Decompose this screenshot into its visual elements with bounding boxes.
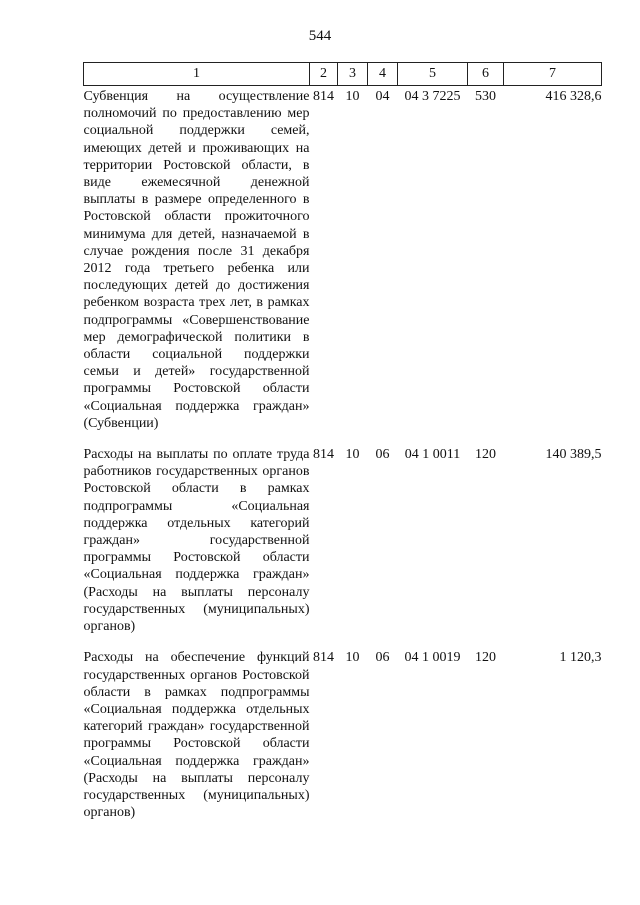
header-col-2: 2 xyxy=(310,63,338,86)
header-col-1: 1 xyxy=(84,63,310,86)
header-col-3: 3 xyxy=(338,63,368,86)
header-col-7: 7 xyxy=(504,63,602,86)
row-code-target: 04 1 0019 xyxy=(404,650,461,666)
row-code-section: 10 xyxy=(345,447,360,463)
page-number: 544 xyxy=(308,28,332,44)
row-amount: 1 120,3 xyxy=(559,650,602,666)
header-col-6: 6 xyxy=(468,63,504,86)
budget-table xyxy=(83,62,602,821)
table-header xyxy=(84,63,602,86)
row-description: Субвенция на осуществление полномочий по предоставлению мер социальной поддержки семей, имеющих детей и проживающих на территории Ростовской области, в виде ежемесячной денежной выплаты в размере определенного в Ростовской области прожиточного минимума для детей, назначаемой в случае рождения после 31 декабря 2012 года третьего ребенка или последующих детей до достижения ребенком возраста трех лет, в рамках подпрограммы «Совершенствование мер демографической политики в области социальной поддержки семьи и детей» государственной программы Ростовской области «Социальная поддержка граждан» (Субвенции) xyxy=(83,89,310,431)
row-code-section: 10 xyxy=(345,650,360,666)
row-code-expense-type: 120 xyxy=(475,447,496,463)
row-code-section: 10 xyxy=(345,89,360,104)
row-code-expense-type: 120 xyxy=(475,650,496,666)
row-code-subsection: 06 xyxy=(375,650,390,666)
row-code-expense-type: 530 xyxy=(475,89,496,104)
row-code-target: 04 3 7225 xyxy=(404,89,461,104)
row-amount: 416 328,6 xyxy=(545,89,602,104)
table-row xyxy=(84,432,602,635)
row-description: Расходы на обеспечение функций государственных органов Ростовской области в рамках подпрограммы «Социальная поддержка отдельных категорий граждан» государственной программы Ростовской области «Социальная поддержка граждан» (Расходы на выплаты персоналу государственных (муниципальных) органов) xyxy=(83,650,310,821)
row-code-subsection: 06 xyxy=(375,447,390,463)
row-code-subsection: 04 xyxy=(375,89,390,104)
row-code-ministry: 814 xyxy=(313,650,334,666)
header-col-5: 5 xyxy=(398,63,468,86)
row-code-target: 04 1 0011 xyxy=(404,447,461,463)
header-col-4: 4 xyxy=(368,63,398,86)
row-amount: 140 389,5 xyxy=(545,447,602,463)
row-code-ministry: 814 xyxy=(313,447,334,463)
row-description: Расходы на выплаты по оплате труда работников государственных органов Ростовской области в рамках подпрограммы «Социальная поддержка отдельных категорий граждан» государственной программы Ростовской области «Социальная поддержка граждан» (Расходы на выплаты персоналу государственных (муниципальных) органов) xyxy=(83,447,310,635)
table-row xyxy=(84,86,602,433)
row-code-ministry: 814 xyxy=(313,89,334,104)
table-row xyxy=(84,635,602,821)
